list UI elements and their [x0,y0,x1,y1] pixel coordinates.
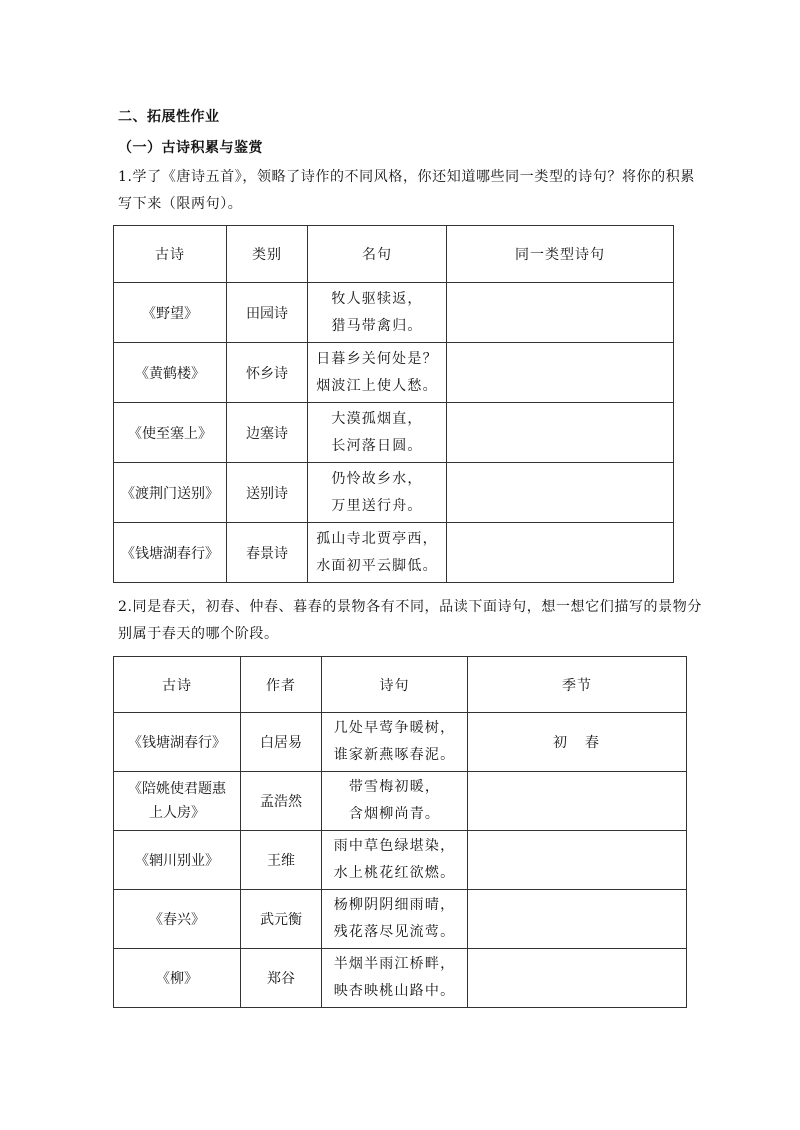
answer-cell[interactable] [447,523,674,583]
column-header-same-type: 同一类型诗句 [447,226,674,283]
answer-cell[interactable] [447,403,674,463]
poem-title: 《渡荆门送别》 [114,463,227,523]
famous-line-cell [308,463,447,523]
table-row [114,713,687,772]
verse-line: 带雪梅初暖， [348,779,441,795]
season-cell[interactable] [468,831,687,890]
verse-line: 孤山寺北贾亭西， [316,530,438,547]
season-cell[interactable] [468,890,687,949]
famous-line-cell [308,343,447,403]
section-title: 二、拓展性作业 [118,109,220,125]
verse-line: 水上桃花红欲燃。 [333,865,456,881]
table-row [114,949,687,1008]
verse-line: 大漠孤烟直， [331,410,423,427]
table-row [114,283,674,343]
verse-line: 雨中草色绿堪染， [333,838,456,854]
column-header-category: 类别 [227,226,308,283]
table-row [114,772,687,831]
verse-line: 烟波江上使人愁。 [316,377,438,394]
poem-category: 春景诗 [227,523,308,583]
accumulation-table [113,225,674,583]
answer-cell[interactable] [447,283,674,343]
section-subtitle: （一）古诗积累与鉴赏 [118,140,263,156]
question-1-line-1: 1.学了《唐诗五首》，领略了诗作的不同风格，你还知道哪些同一类型的诗句？将你的积累 [118,169,695,185]
poem-author: 王维 [241,831,322,890]
season-cell[interactable] [468,772,687,831]
verse-line: 仍怜故乡水， [331,470,423,487]
table-header-row [114,226,674,283]
season-cell[interactable] [468,949,687,1008]
column-header-poem: 古诗 [114,226,227,283]
column-header-verse: 诗句 [322,657,468,713]
verse-line: 映杏映桃山路中。 [333,983,456,999]
verse-line: 牧人驱犊返， [331,290,423,307]
verse-cell [322,949,468,1008]
verse-cell [322,831,468,890]
verse-cell [322,713,468,772]
table-header-row [114,657,687,713]
season-cell[interactable]: 初 春 [468,713,687,772]
verse-cell [322,772,468,831]
poem-category: 田园诗 [227,283,308,343]
poem-category: 边塞诗 [227,403,308,463]
famous-line-cell [308,403,447,463]
table-row [114,523,674,583]
verse-line: 水面初平云脚低。 [316,557,438,574]
question-1-line-2: 写下来（限两句）。 [118,196,243,212]
season-table [113,656,687,1008]
column-header-famous-line: 名句 [308,226,447,283]
poem-title-line: 上人房》 [149,805,205,821]
poem-title: 《黄鹤楼》 [114,343,227,403]
poem-title: 《钱塘湖春行》 [114,523,227,583]
verse-line: 谁家新燕啄春泥。 [333,747,456,763]
column-header-season: 季节 [468,657,687,713]
poem-title: 《柳》 [114,949,241,1008]
verse-line: 残花落尽见流莺。 [333,924,456,940]
poem-title: 《使至塞上》 [114,403,227,463]
famous-line-cell [308,523,447,583]
poem-category: 怀乡诗 [227,343,308,403]
answer-cell[interactable] [447,463,674,523]
poem-author: 白居易 [241,713,322,772]
table-row [114,890,687,949]
verse-line: 含烟柳尚青。 [348,806,441,822]
poem-title [114,772,241,831]
question-2-line-1: 2.同是春天，初春、仲春、暮春的景物各有不同，品读下面诗句，想一想它们描写的景物分 [118,599,702,615]
table-row [114,403,674,463]
verse-line: 万里送行舟。 [331,497,423,514]
verse-line: 长河落日圆。 [331,437,423,454]
poem-category: 送别诗 [227,463,308,523]
poem-title: 《野望》 [114,283,227,343]
poem-author: 郑谷 [241,949,322,1008]
table-row [114,343,674,403]
table-row [114,831,687,890]
verse-line: 几处早莺争暖树， [333,720,456,736]
answer-cell[interactable] [447,343,674,403]
poem-author: 孟浩然 [241,772,322,831]
verse-line: 猎马带禽归。 [331,317,423,334]
question-2-line-2: 别属于春天的哪个阶段。 [118,626,279,642]
poem-title-line: 《陪姚使君题惠 [128,781,226,797]
poem-title: 《辋川别业》 [114,831,241,890]
poem-title: 《春兴》 [114,890,241,949]
verse-line: 半烟半雨江桥畔， [333,956,456,972]
table-row [114,463,674,523]
poem-author: 武元衡 [241,890,322,949]
column-header-poem: 古诗 [114,657,241,713]
column-header-author: 作者 [241,657,322,713]
poem-title: 《钱塘湖春行》 [114,713,241,772]
verse-line: 杨柳阴阴细雨晴， [333,897,456,913]
verse-cell [322,890,468,949]
famous-line-cell [308,283,447,343]
verse-line: 日暮乡关何处是？ [316,350,438,367]
